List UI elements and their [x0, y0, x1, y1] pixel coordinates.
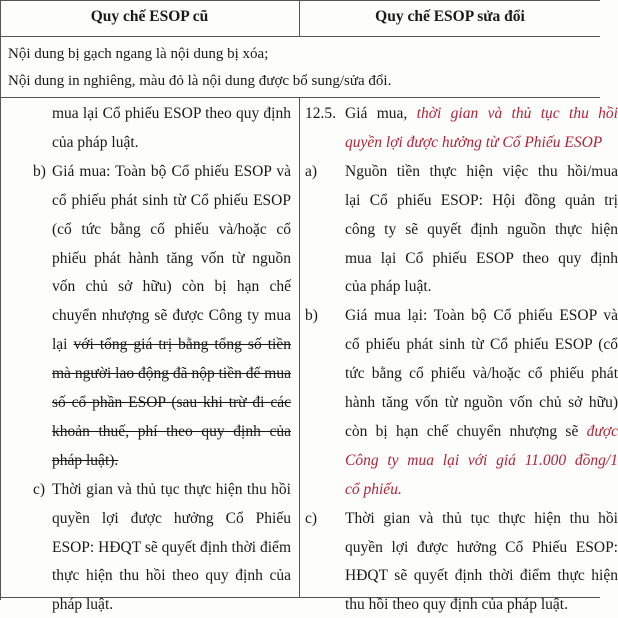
text-line [345, 423, 618, 445]
text-line [52, 452, 291, 474]
text-line [345, 105, 618, 127]
text-line [345, 567, 618, 589]
text-line [345, 452, 618, 474]
item-label: 12.5. [305, 105, 336, 122]
deleted-text: với tổng giá trị bằng tổng số tiền [73, 336, 291, 354]
text-line [345, 336, 618, 358]
text-line [52, 365, 291, 387]
added-text: được [586, 422, 618, 440]
note-strikethrough-legend: Nội dung bị gạch ngang là nội dung bị xóa; [8, 46, 269, 62]
text-segment: Thời gian và thủ tục thực hiện thu hồi [52, 480, 291, 498]
text-segment: HĐQT sẽ quyết định thời điểm thực hiện [345, 567, 618, 585]
item-label: b) [33, 162, 46, 180]
deleted-text: khoản thuế, phí theo quy định của [52, 422, 291, 440]
item-label: c) [305, 509, 318, 527]
text-segment: phiếu phát hành tăng vốn từ nguồn [52, 249, 291, 267]
deleted-text: mà người lao động đã nộp tiền để mua [52, 365, 291, 383]
text-line [345, 394, 618, 416]
text-line [345, 481, 618, 503]
text-line [345, 221, 618, 243]
text-segment: thực hiện thu hồi theo quy định của [52, 567, 291, 585]
text-line [345, 365, 618, 387]
text-line [52, 567, 291, 589]
added-text: cổ phiếu. [345, 480, 402, 498]
text-line [52, 596, 291, 618]
item-label: a) [305, 162, 318, 180]
text-segment: cổ phiếu phát sinh từ Cổ phiếu ESOP [52, 191, 291, 209]
text-segment: Thời gian và thủ tục thực hiện thu hồi [345, 509, 618, 527]
text-segment: ESOP: HĐQT sẽ quyết định thời điểm [52, 538, 291, 556]
text-segment: của pháp luật. [52, 133, 139, 151]
note-italic-red-legend: Nội dung in nghiêng, màu đỏ là nội dung được bổ sung/sửa đổi. [8, 73, 392, 89]
text-segment: mua lại Cổ phiếu ESOP theo quy định [52, 105, 291, 122]
text-segment: Nguồn tiền thực hiện việc thu hồi/mua [345, 162, 618, 180]
text-segment: tức bằng cổ phiếu và/hoặc cổ phiếu phát [345, 365, 618, 383]
header-bottom-border [0, 36, 600, 37]
text-line [52, 539, 291, 561]
text-line [52, 105, 291, 127]
text-line [345, 163, 618, 185]
added-text: thời gian và thủ tục thu hồi [416, 105, 618, 122]
text-segment: lại [52, 336, 74, 354]
text-line [52, 250, 291, 272]
item-label: c) [33, 480, 46, 498]
text-line [52, 423, 291, 445]
text-segment: vốn chủ sở hữu) còn bị hạn chế [52, 278, 291, 296]
notes-bottom-border [0, 97, 600, 98]
text-line [345, 278, 618, 300]
header-amended-regulation: Quy chế ESOP sửa đổi [375, 8, 525, 25]
text-line [345, 307, 618, 329]
text-segment: thu hồi theo quy định của pháp luật. [345, 596, 568, 614]
deleted-text: số cổ phần ESOP (sau khi trừ đi các [52, 394, 291, 411]
text-line [345, 250, 618, 272]
table-top-border [0, 0, 600, 1]
text-line [52, 278, 291, 300]
text-segment: quyền lợi được hưởng Cổ Phiếu ESOP: [345, 538, 618, 556]
added-text: Công ty mua lại với giá 11.000 đồng/1 [345, 451, 618, 469]
text-segment: công ty sẽ quyết định nguồn thực hiện [345, 220, 618, 238]
text-segment: lại Cổ phiếu ESOP: Hội đồng quản trị [345, 191, 618, 209]
text-segment: còn bị hạn chế chuyển nhượng sẽ [345, 422, 587, 440]
text-line [345, 539, 618, 561]
text-segment: Giá mua: Toàn bộ Cổ phiếu ESOP và [52, 162, 291, 180]
text-line [52, 221, 291, 243]
text-line [52, 336, 291, 358]
text-segment: cổ phiếu phát sinh từ Cổ phiếu ESOP (cổ [345, 336, 618, 354]
item-label: b) [305, 307, 318, 325]
text-line [52, 307, 291, 329]
text-line [52, 481, 291, 503]
text-segment: pháp luật. [52, 596, 114, 614]
text-line [52, 394, 291, 416]
text-segment: hành tăng vốn từ nguồn vốn chủ sở hữu) [345, 394, 618, 411]
text-segment: (cổ tức bằng cổ phiếu và/hoặc cổ [52, 220, 291, 238]
text-segment: mua lại Cổ phiếu ESOP theo quy định [345, 249, 618, 267]
text-line [52, 510, 291, 532]
added-text: quyền lợi được hưởng từ Cổ Phiếu ESOP [345, 133, 603, 151]
text-segment: Giá mua, [345, 105, 417, 122]
text-segment: quyền lợi được hưởng Cổ Phiếu [52, 509, 291, 527]
text-segment: của pháp luật. [345, 278, 432, 296]
text-line [52, 134, 291, 156]
text-segment: chuyển nhượng sẽ được Công ty mua [52, 307, 291, 325]
amended-regulation-column [300, 100, 618, 614]
text-line [345, 134, 618, 156]
text-line [52, 163, 291, 185]
text-line [345, 596, 618, 618]
text-line [345, 510, 618, 532]
old-regulation-column [0, 100, 299, 614]
deleted-text: pháp luật). [52, 451, 119, 469]
text-line [345, 192, 618, 214]
text-segment: Giá mua lại: Toàn bộ Cổ phiếu ESOP và [345, 307, 618, 325]
text-line [52, 192, 291, 214]
header-old-regulation: Quy chế ESOP cũ [90, 8, 209, 25]
